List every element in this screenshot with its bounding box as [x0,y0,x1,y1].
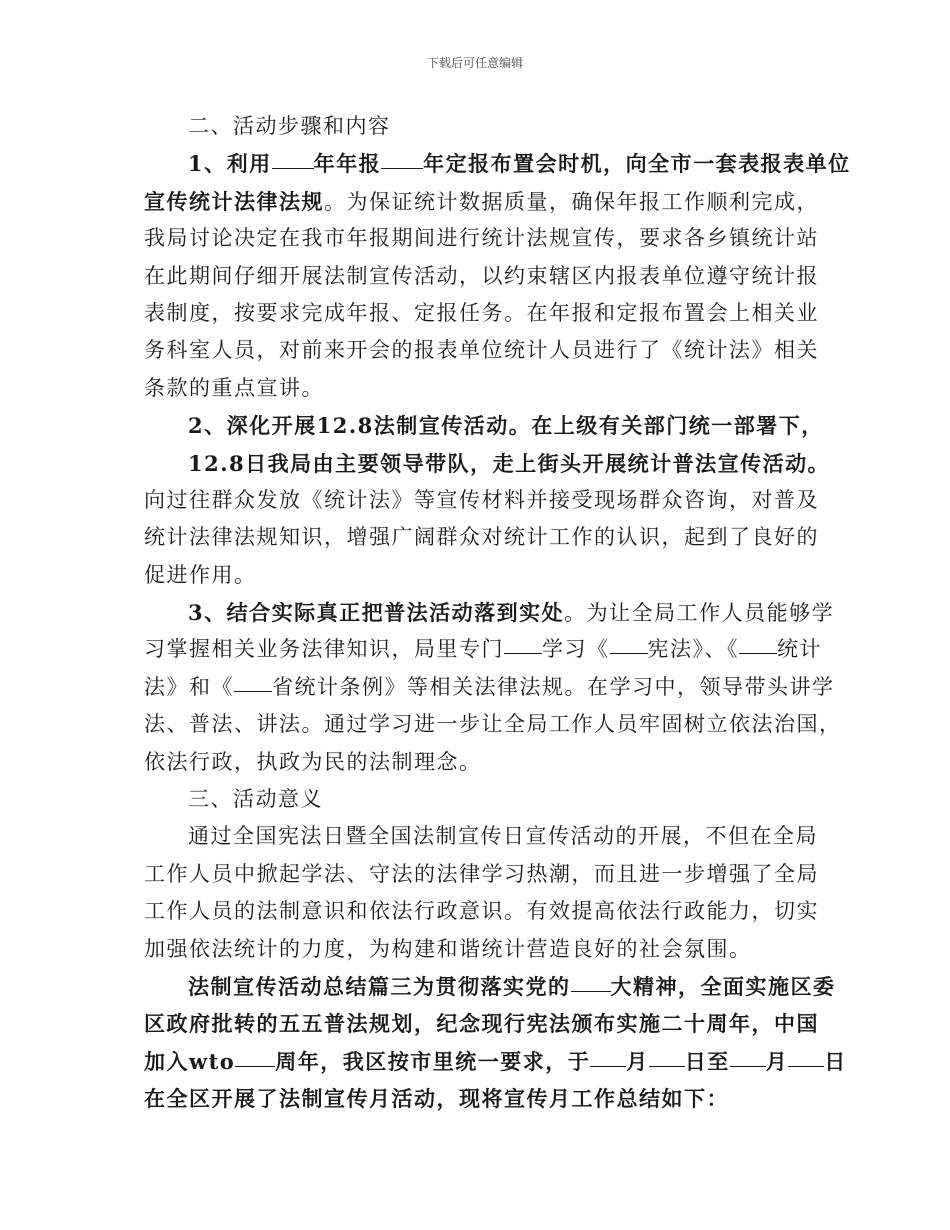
blank [730,1046,766,1067]
blank [381,148,423,169]
section-heading-significance: 三、活动意义 [188,787,323,812]
blank [590,1046,626,1067]
paragraph-line: 法》和《 省统计条例》等相关法律法规。在学习中，领导带头讲学 [144,669,824,706]
paragraph-line: 依法行政，执政为民的法制理念。 [144,749,482,774]
paragraph-line: 工作人员的法制意识和依法行政意识。有效提高依法行政能力，切实 [144,899,819,924]
paragraph-line: 在全区开展了法制宣传月活动，现将宣传月工作总结如下： [144,1086,729,1112]
paragraph-line: 务科室人员，对前来开会的报表单位统计人员进行了《统计法》相关 [144,338,819,363]
paragraph-line: 宣传统计法律法规。为保证统计数据质量，确保年报工作顺利完成， [144,188,819,214]
item-3-heading: 3、结合实际真正把普法活动落到实处。为让全局工作人员能够学 [188,600,835,626]
paragraph-line: 加强依法统计的力度，为构建和谐统计营造良好的社会氛围。 [144,936,752,961]
blank [649,1046,685,1067]
paragraph-line: 表制度，按要求完成年报、定报任务。在年报和定报布置会上相关业 [144,300,819,325]
paragraph-line: 我局讨论决定在我市年报期间进行统计法规宣传，要求各乡镇统计站 [144,226,819,251]
blank [235,1046,275,1067]
part-three-intro: 法制宣传活动总结篇三为贯彻落实党的 大精神，全面实施区委 [144,968,824,1005]
item-1-heading: 1、利用 年年报 年定报布置会时机，向全市一套表报表单位 [144,145,824,182]
paragraph-line: 向过往群众发放《统计法》等宣传材料并接受现场群众咨询，对普及 [144,487,819,512]
paragraph-line: 促进作用。 [144,562,257,587]
item-2-heading: 2、深化开展12.8法制宣传活动。在上级有关部门统一部署下， [188,413,824,439]
page-header: 下载后可任意编辑 [426,56,523,70]
blank [504,633,542,654]
blank [788,1046,824,1067]
blank [739,633,777,654]
paragraph-line: 区政府批转的五五普法规划，纪念现行宪法颁布实施二十周年，中国 [144,1011,819,1037]
paragraph-line: 工作人员中掀起学法、守法的法律学习热潮，而且进一步增强了全局 [144,861,819,886]
paragraph-line: 条款的重点宣讲。 [144,375,324,400]
paragraph-line: 统计法律法规知识，增强广阔群众对统计工作的认识，起到了良好的 [144,525,819,550]
blank [571,971,611,992]
document-body [144,108,851,1118]
paragraph-line: 加入wto 周年，我区按市里统一要求，于 月 日至 月 日 [144,1043,824,1080]
blank [610,633,648,654]
section-heading-steps: 二、活动步骤和内容 [188,114,391,138]
blank [234,671,272,692]
paragraph-line: 在此期间仔细开展法制宣传活动，以约束辖区内报表单位遵守统计报 [144,263,819,288]
blank [272,148,314,169]
paragraph-line: 通过全国宪法日暨全国法制宣传日宣传活动的开展，不但在全局 [188,824,818,849]
paragraph-line: 12.8日我局由主要领导带队，走上街头开展统计普法宣传活动。 [188,450,831,476]
paragraph-line: 习掌握相关业务法律知识，局里专门 学习《 宪法》、《 统计 [144,631,824,668]
paragraph-line: 法、普法、讲法。通过学习进一步让全局工作人员牢固树立依法治国， [144,712,842,737]
